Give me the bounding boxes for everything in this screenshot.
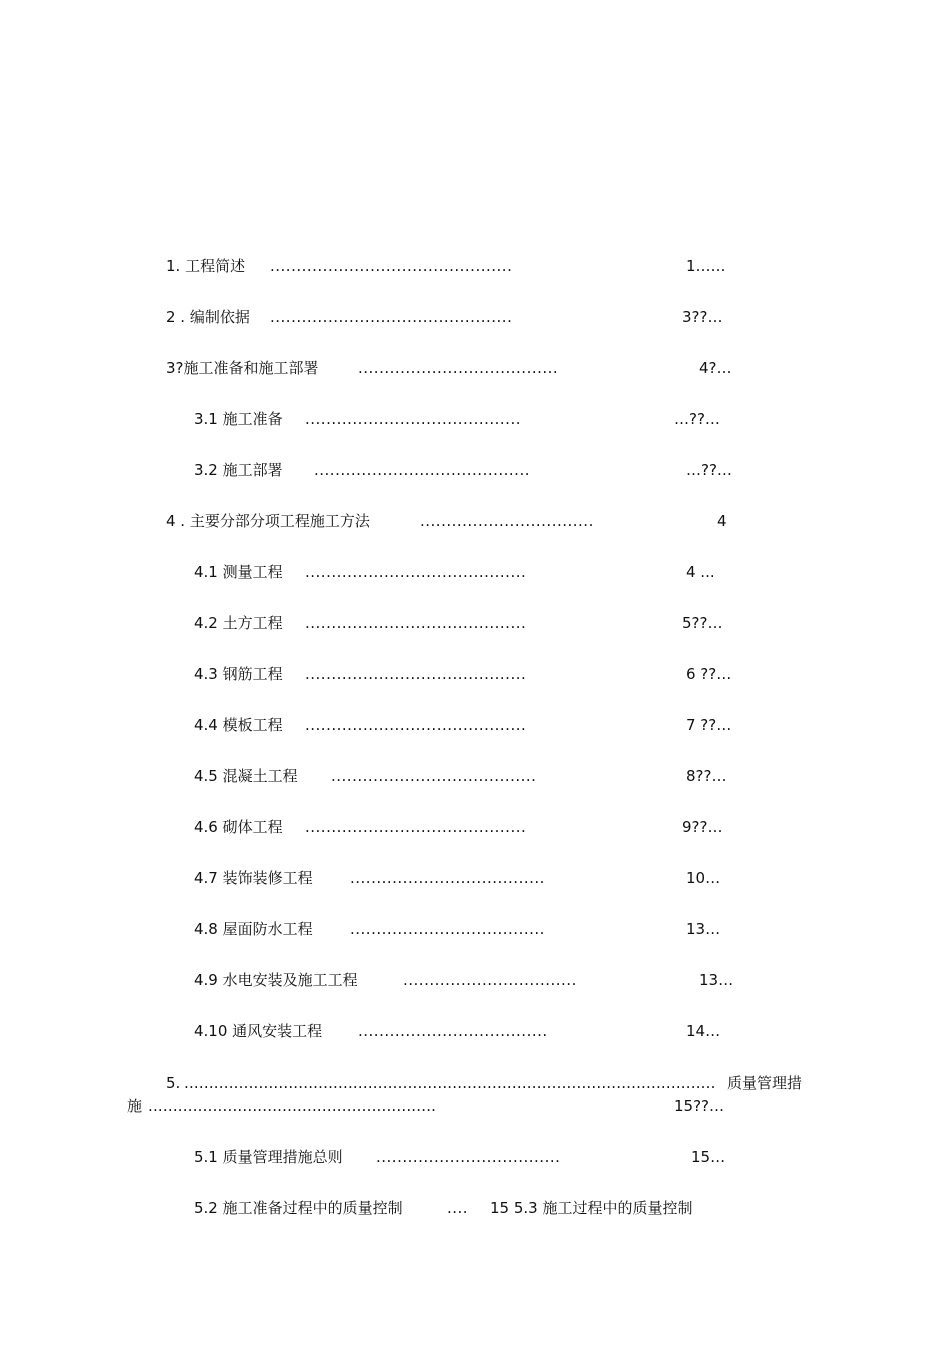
toc-entry-leader: .......................................... (305, 665, 527, 683)
toc-entry-page: 4?… (699, 359, 732, 377)
toc-entry-page: 5??… (682, 614, 723, 632)
toc-entry-leader: ...................................... (358, 359, 559, 377)
toc-entry-title: 4.6 砌体工程 (194, 818, 283, 836)
toc-entry-leader: .............................................. (270, 257, 513, 275)
toc-entry-page: 3??… (682, 308, 723, 326)
toc-entry-leader: .......................................... (305, 614, 527, 632)
toc-entry-leader: ......................................... (305, 410, 521, 428)
toc-entry-leader: ..................................... (350, 869, 545, 887)
toc-entry-page: 8??… (686, 767, 727, 785)
toc-entry-leader: ........................................................................................................... (184, 1074, 716, 1092)
toc-entry-leader: .......................................................... (148, 1097, 437, 1115)
toc-entry-leader: .... (447, 1199, 469, 1217)
toc-entry-title: 4 . 主要分部分项工程施工方法 (166, 512, 370, 530)
toc-entry-title: 4.9 水电安装及施工工程 (194, 971, 358, 989)
toc-entry-leader: ..................................... (350, 920, 545, 938)
toc-entry-page: 4 (717, 512, 727, 530)
toc-entry-page: 4 ... (686, 563, 715, 581)
toc-entry-leader: .................................... (358, 1022, 548, 1040)
toc-entry-page: 15??… (674, 1097, 725, 1115)
toc-entry-title: 2 . 编制依据 (166, 308, 250, 326)
toc-entry-title: 5.2 施工准备过程中的质量控制 (194, 1199, 403, 1217)
toc-entry-leader: .......................................... (305, 818, 527, 836)
toc-entry-title: 4.5 混凝土工程 (194, 767, 298, 785)
toc-entry-leader: ....................................... (331, 767, 537, 785)
toc-entry-leader: .......................................... (305, 716, 527, 734)
toc-entry-title: 5. (166, 1074, 181, 1092)
toc-entry-title: 3.1 施工准备 (194, 410, 283, 428)
toc-entry-page: …??… (674, 410, 720, 428)
toc-entry-page: 14… (686, 1022, 721, 1040)
toc-entry-title: 4.8 屋面防水工程 (194, 920, 313, 938)
toc-entry-title: 4.4 模板工程 (194, 716, 283, 734)
toc-entry-leader: ................................. (403, 971, 577, 989)
toc-entry-page: 7 ??… (686, 716, 732, 734)
toc-entry-page: 13… (686, 920, 721, 938)
toc-entry-page: 15 5.3 施工过程中的质量控制 (490, 1199, 693, 1217)
toc-entry-title: 4.2 土方工程 (194, 614, 283, 632)
toc-entry-leader: ................................. (420, 512, 594, 530)
toc-entry-page: 1…… (686, 257, 726, 275)
toc-entry-title: 4.1 测量工程 (194, 563, 283, 581)
toc-entry-title: 1. 工程简述 (166, 257, 246, 275)
toc-entry-page: 6 ??… (686, 665, 732, 683)
toc-entry-title: 4.3 钢筋工程 (194, 665, 283, 683)
toc-entry-page: 9??… (682, 818, 723, 836)
toc-entry-page: 13… (699, 971, 734, 989)
toc-entry-leader: .......................................... (305, 563, 527, 581)
toc-entry-leader: ......................................... (314, 461, 530, 479)
toc-entry-page: 质量管理措 (727, 1074, 803, 1092)
toc-entry-title: 施 (127, 1097, 143, 1115)
toc-entry-page: 10… (686, 869, 721, 887)
toc-entry-title: 3.2 施工部署 (194, 461, 283, 479)
toc-entry-leader: ................................... (376, 1148, 561, 1166)
toc-entry-title: 3?施工准备和施工部署 (166, 359, 319, 377)
toc-entry-title: 5.1 质量管理措施总则 (194, 1148, 343, 1166)
toc-entry-page: 15… (691, 1148, 726, 1166)
toc-entry-title: 4.10 通风安装工程 (194, 1022, 323, 1040)
toc-entry-leader: .............................................. (270, 308, 513, 326)
toc-entry-page: …??… (686, 461, 732, 479)
toc-entry-title: 4.7 装饰装修工程 (194, 869, 313, 887)
